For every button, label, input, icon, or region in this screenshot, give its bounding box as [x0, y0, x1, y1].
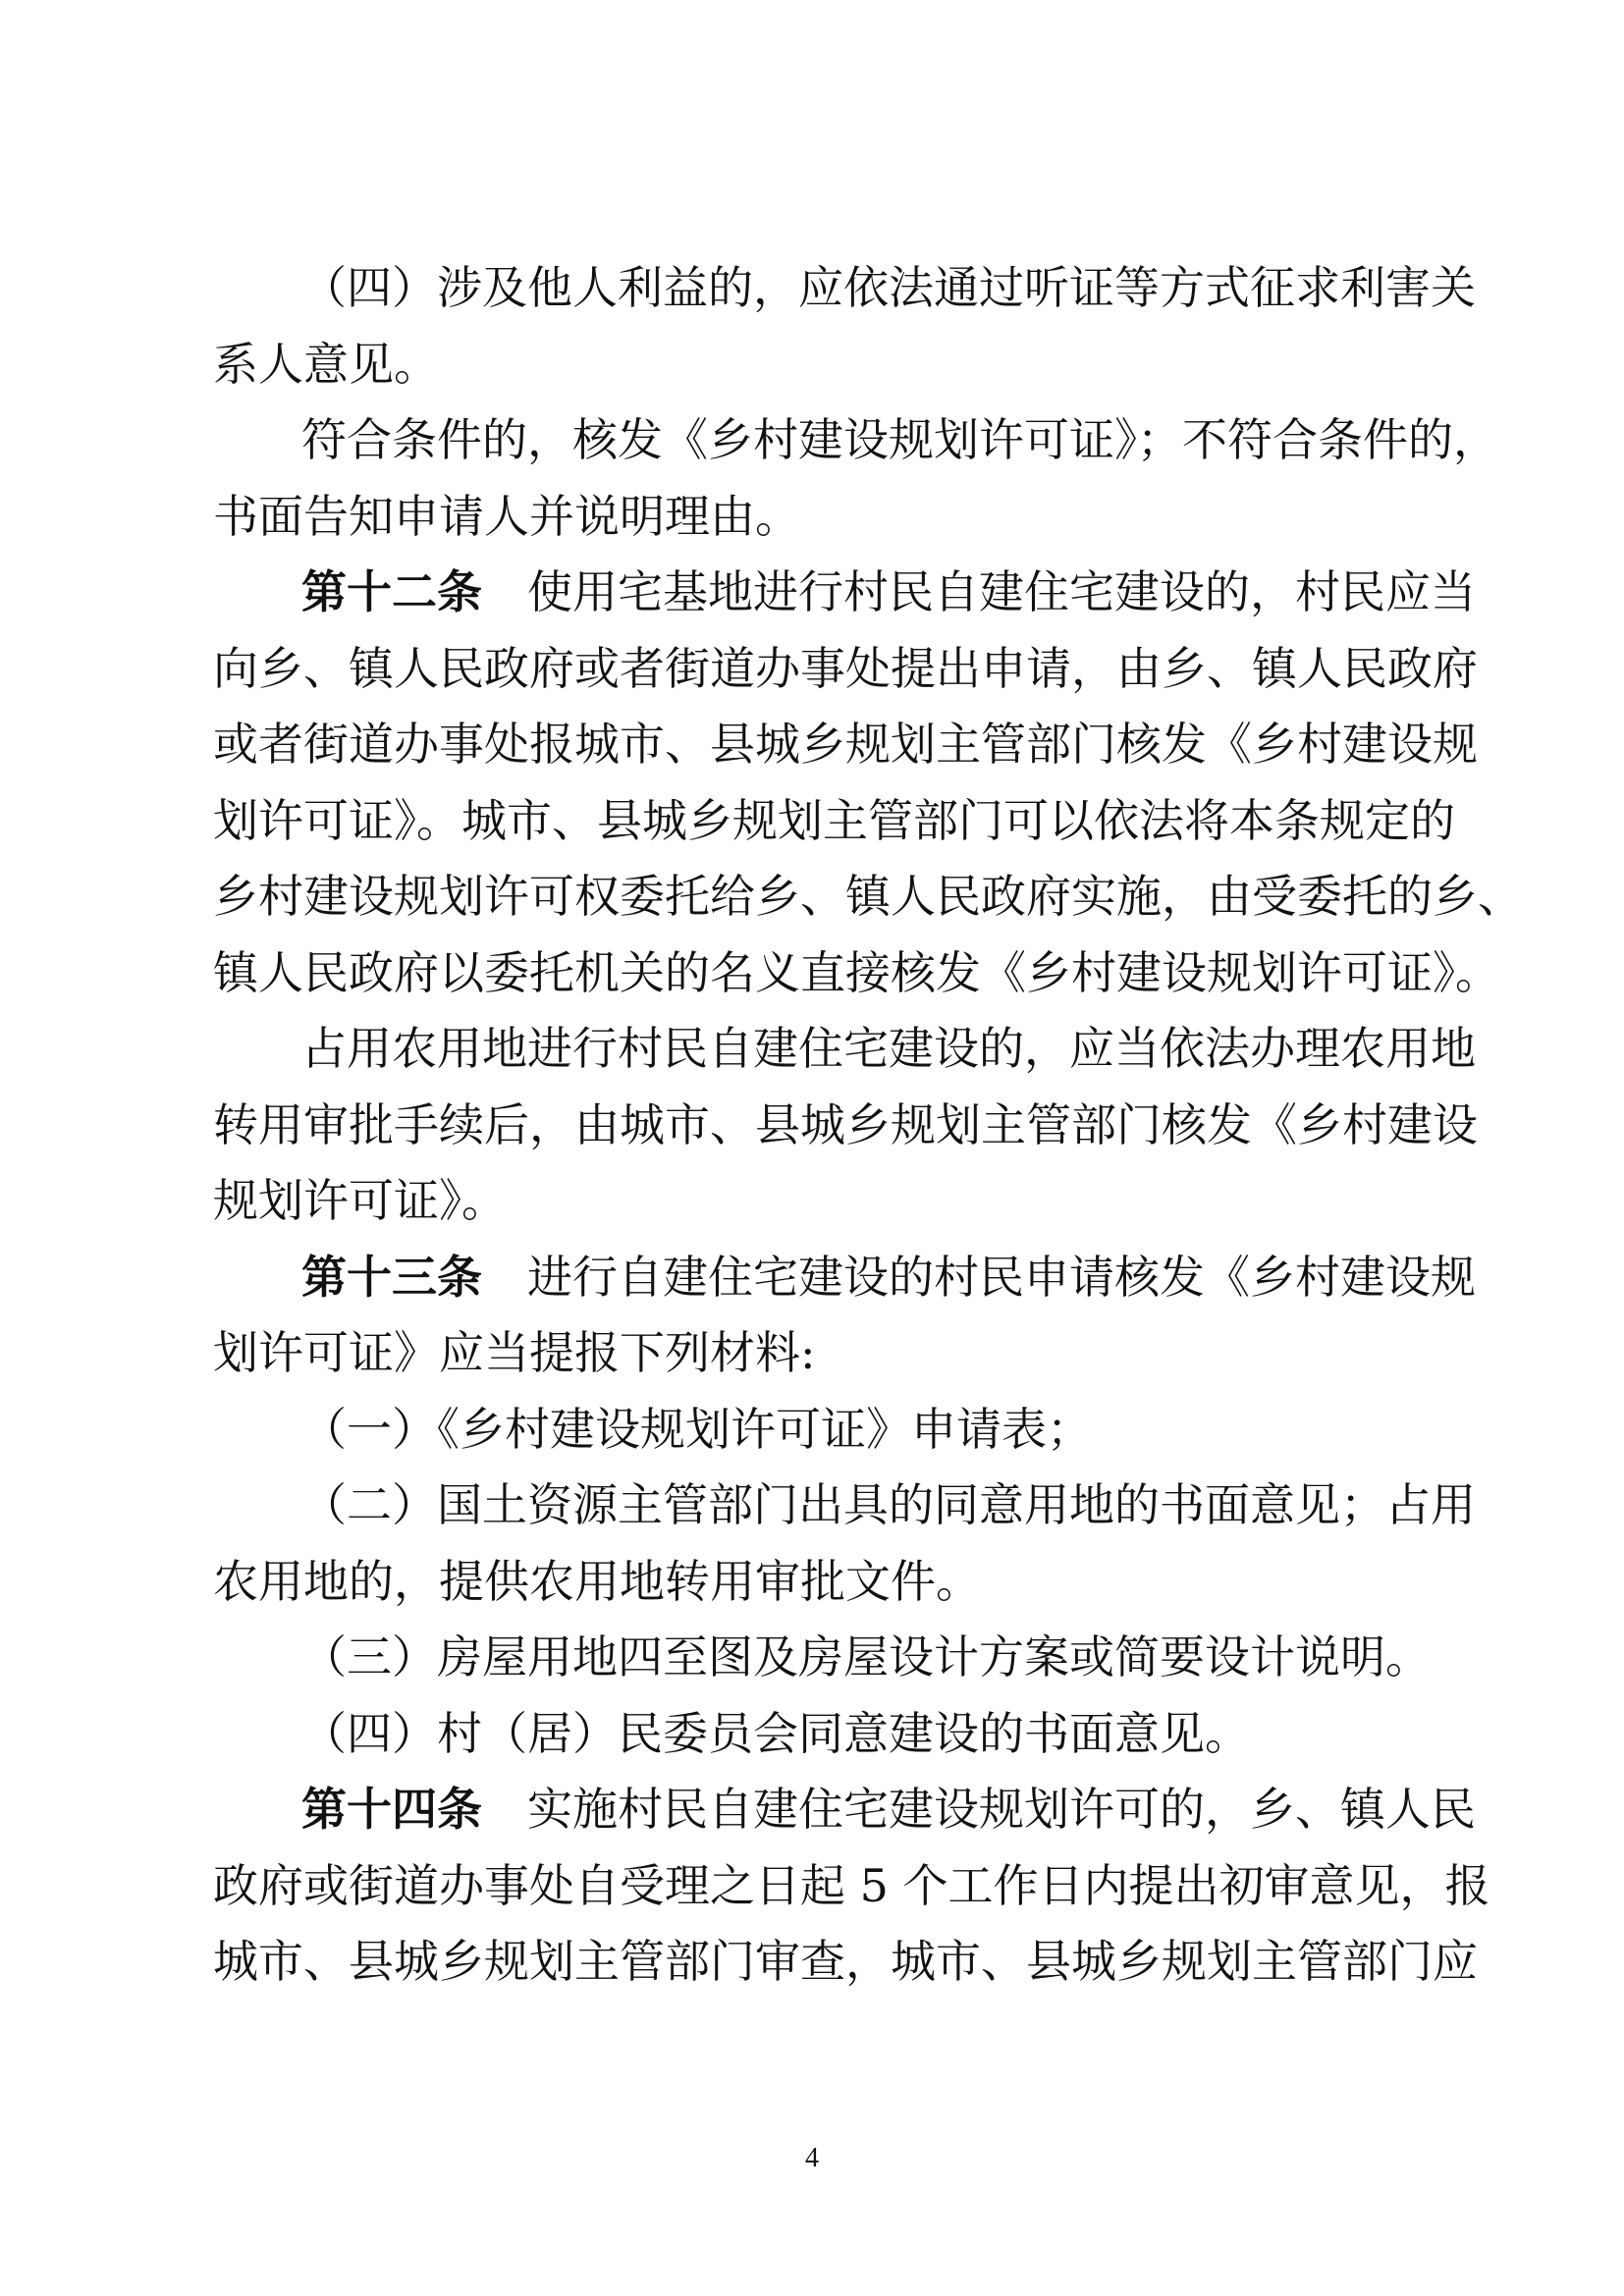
text-line: （三）房屋用地四至图及房屋设计方案或简要设计说明。 [301, 1630, 1431, 1683]
text-line: 农用地的，提供农用地转用审批文件。 [213, 1554, 981, 1608]
text-line: 转用审批手续后，由城市、县城乡规划主管部门核发《乡村建设 [213, 1097, 1478, 1151]
article-13-line [213, 1240, 1476, 1316]
text-line: 政府或街道办事处自受理之日起 5 个工作日内提出初审意见，报 [213, 1858, 1490, 1912]
text-line: 规划许可证》。 [213, 1174, 507, 1227]
text-line: 符合条件的，核发《乡村建设规划许可证》；不符合条件的， [301, 413, 1498, 466]
article-12-heading: 第十二条 [301, 565, 482, 618]
text-line: 书面告知申请人并说明理由。 [213, 489, 800, 543]
text-line: 向乡、镇人民政府或者街道办事处提出申请，由乡、镇人民政府 [213, 641, 1478, 695]
text-line: 城市、县城乡规划主管部门审查，城市、县城乡规划主管部门应 [213, 1935, 1478, 1988]
text-line: 划许可证》。城市、县城乡规划主管部门可以依法将本条规定的 [213, 793, 1455, 847]
text-segment: 实施村民自建住宅建设规划许可的，乡、镇人民 [527, 1783, 1476, 1836]
article-13-heading: 第十三条 [301, 1250, 482, 1304]
text-line: 或者街道办事处报城市、县城乡规划主管部门核发《乡村建设规 [213, 718, 1478, 771]
article-14-heading: 第十四条 [301, 1783, 482, 1836]
text-line: （四）涉及他人利益的，应依法通过听证等方式征求利害关 [301, 261, 1476, 314]
page-number: 4 [805, 2143, 819, 2173]
text-line: （四）村（居）民委员会同意建设的书面意见。 [301, 1706, 1250, 1760]
text-segment: 使用宅基地进行村民自建住宅建设的，村民应当 [527, 565, 1476, 618]
article-12-line [213, 555, 1476, 631]
text-line: 系人意见。 [213, 337, 439, 391]
text-line: 划许可证》应当提报下列材料: [213, 1326, 816, 1379]
text-line: （一）《乡村建设规划许可证》申请表； [301, 1402, 1092, 1456]
article-14-line [213, 1772, 1476, 1848]
text-line: （二）国土资源主管部门出具的同意用地的书面意见；占用 [301, 1478, 1476, 1531]
text-line: 乡村建设规划许可权委托给乡、镇人民政府实施，由受委托的乡、 [213, 870, 1523, 923]
text-segment: 进行自建住宅建设的村民申请核发《乡村建设规 [527, 1250, 1476, 1304]
body-text [213, 250, 1523, 2001]
text-line: 占用农用地进行村民自建住宅建设的，应当依法办理农用地 [301, 1022, 1476, 1075]
text-line: 镇人民政府以委托机关的名义直接核发《乡村建设规划许可证》。 [213, 945, 1500, 999]
